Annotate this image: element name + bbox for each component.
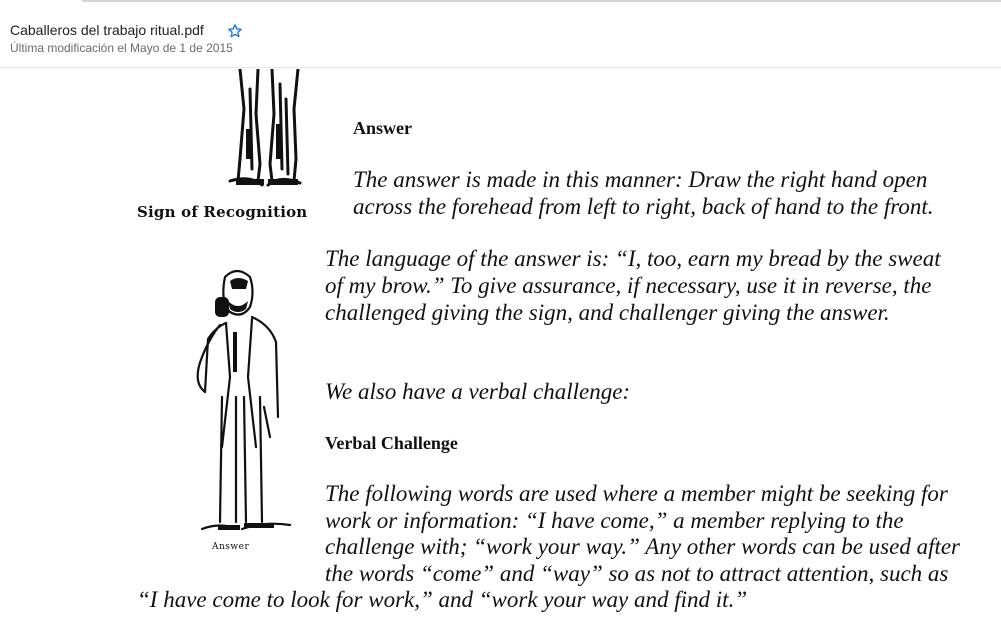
last-modified-text: Última modificación el Mayo de 1 de 2015 (10, 41, 233, 55)
verbal-paragraph-line: work or information: “I have come,” a member replying to the (325, 508, 904, 533)
file-header (0, 2, 1001, 68)
language-paragraph-line: challenged giving the sign, and challenger giving the answer. (325, 300, 890, 325)
language-paragraph-line: The language of the answer is: “I, too, earn my bread by the sweat (325, 246, 941, 271)
star-icon[interactable] (227, 23, 243, 39)
verbal-paragraph-line: challenge with; “work your way.” Any other words can be used after (325, 534, 961, 559)
figure2-caption: Answer (212, 542, 250, 552)
verbal-challenge-heading: Verbal Challenge (325, 433, 458, 453)
answer-figure (180, 267, 295, 542)
verbal-paragraph-line: The following words are used where a member might be seeking for (325, 481, 948, 506)
answer-heading: Answer (353, 118, 412, 138)
pdf-page (0, 69, 1001, 631)
answer-paragraph-line: across the forehead from left to right, back of hand to the front. (353, 194, 934, 219)
verbal-paragraph-line: the words “come” and “way” so as not to attract attention, such as (325, 561, 949, 586)
verbal-intro: We also have a verbal challenge: (325, 379, 631, 404)
language-paragraph-line: of my brow.” To give assurance, if necessary, use it in reverse, the (325, 273, 932, 298)
file-title[interactable]: Caballeros del trabajo ritual.pdf (10, 22, 204, 38)
verbal-paragraph-line: “I have come to look for work,” and “work your way and find it.” (137, 587, 748, 612)
figure1-caption: Sign of Recognition (137, 203, 308, 221)
answer-paragraph-line: The answer is made in this manner: Draw the right hand open (353, 167, 928, 192)
sign-of-recognition-figure (210, 69, 320, 197)
